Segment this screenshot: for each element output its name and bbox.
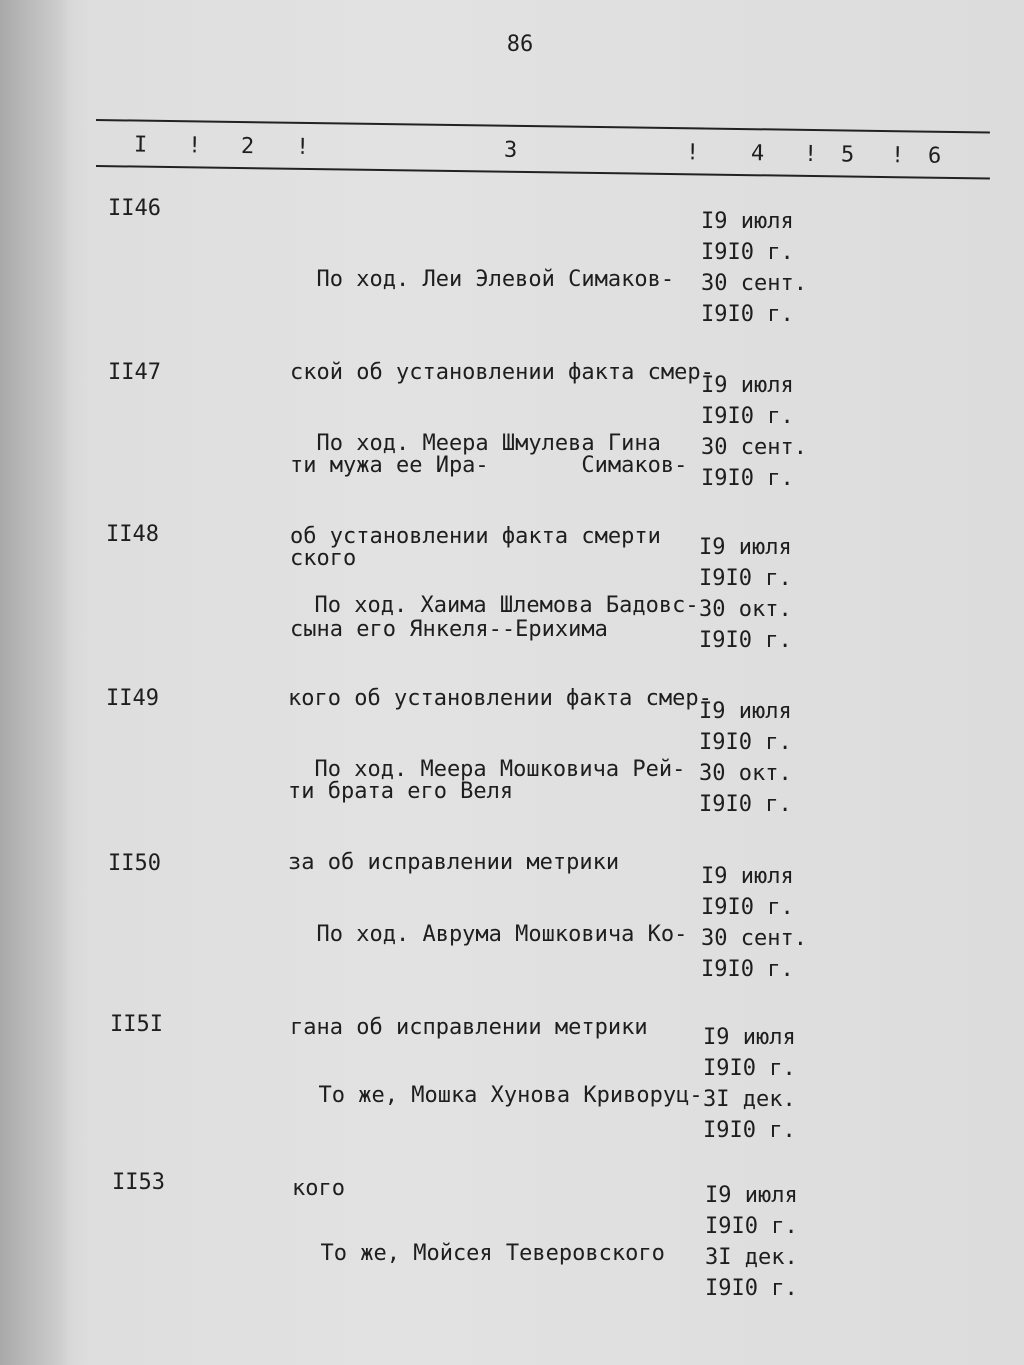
- start-date: I9 июля: [701, 209, 794, 234]
- start-date: I9 июля: [701, 864, 794, 889]
- description-line: По ход. Меера Мошковича Рей-: [288, 757, 686, 782]
- column-separator: !: [890, 143, 905, 169]
- end-date: 30 окт.: [699, 597, 792, 622]
- entry-number: II47: [108, 360, 161, 385]
- start-year: I9I0 г.: [701, 240, 794, 265]
- description-line: По ход. Леи Элевой Симаков-: [290, 267, 675, 292]
- end-date: 30 сент.: [701, 926, 807, 951]
- column-separator: !: [187, 133, 202, 159]
- column-separator: !: [295, 134, 310, 160]
- entry-description: [294, 1176, 714, 1331]
- description-line: По ход. Хаима Шлемова Бадовс-: [288, 593, 699, 618]
- description-line: ской об установлении факта смер-: [290, 360, 714, 385]
- entry-dates: [701, 206, 831, 330]
- entry-number: II46: [108, 196, 161, 221]
- entry-number: II5I: [110, 1012, 163, 1037]
- start-date: I9 июля: [705, 1183, 798, 1208]
- end-year: I9I0 г.: [705, 1276, 798, 1301]
- description-line: сына его Янкеля--Ерихима: [290, 617, 608, 642]
- description-line: кого об установлении факта смер-: [288, 686, 712, 711]
- start-date: I9 июля: [699, 535, 792, 560]
- description-line: об установлении факта смерти: [290, 524, 661, 549]
- end-date: 30 сент.: [701, 435, 807, 460]
- description-line: По ход. Меера Шмулева Гина: [290, 431, 661, 456]
- end-year: I9I0 г.: [699, 792, 792, 817]
- entry-number: II53: [112, 1170, 165, 1195]
- start-year: I9I0 г.: [699, 730, 792, 755]
- entry-dates: [701, 861, 831, 985]
- start-date: I9 июля: [699, 699, 792, 724]
- start-year: I9I0 г.: [705, 1214, 798, 1239]
- end-year: I9I0 г.: [701, 302, 794, 327]
- column-1-header: I: [133, 132, 148, 158]
- description-line: По ход. Аврума Мошковича Ко-: [290, 922, 688, 947]
- entry-number: II49: [106, 686, 159, 711]
- entry-dates: [705, 1180, 835, 1304]
- end-date: 3I дек.: [705, 1245, 798, 1270]
- entry-number: II50: [108, 851, 161, 876]
- description-line: кого: [292, 1176, 345, 1201]
- entry-number: II48: [106, 522, 159, 547]
- description-line: ти мужа ее Ира- Симаков-: [290, 453, 688, 478]
- description-line: ти брата его Веля: [288, 779, 514, 804]
- entry-dates: [703, 1022, 833, 1146]
- entry-dates: [699, 532, 829, 656]
- end-year: I9I0 г.: [703, 1118, 796, 1143]
- start-date: I9 июля: [703, 1025, 796, 1050]
- description-line: То же, Мойсея Теверовского: [294, 1241, 665, 1266]
- description-line: То же, Мошка Хунова Криворуц-: [292, 1083, 703, 1108]
- start-date: I9 июля: [701, 373, 794, 398]
- description-line: ского: [290, 546, 357, 571]
- page-number: 86: [506, 32, 534, 57]
- start-year: I9I0 г.: [699, 566, 792, 591]
- column-5-header: 5: [840, 142, 855, 168]
- column-3-header: 3: [503, 137, 518, 163]
- end-date: 3I дек.: [703, 1087, 796, 1112]
- column-2-header: 2: [240, 134, 255, 160]
- entry-dates: [701, 370, 831, 494]
- start-year: I9I0 г.: [701, 404, 794, 429]
- start-year: I9I0 г.: [703, 1056, 796, 1081]
- description-line: гана об исправлении метрики: [290, 1015, 648, 1040]
- end-year: I9I0 г.: [701, 957, 794, 982]
- page-binding-shadow: [0, 0, 70, 1365]
- end-date: 30 сент.: [701, 271, 807, 296]
- column-separator: !: [803, 141, 818, 168]
- end-date: 30 окт.: [699, 761, 792, 786]
- description-line: за об исправлении метрики: [288, 850, 620, 875]
- column-6-header: 6: [927, 143, 942, 169]
- entry-dates: [699, 696, 829, 820]
- end-year: I9I0 г.: [699, 628, 792, 653]
- start-year: I9I0 г.: [701, 895, 794, 920]
- end-year: I9I0 г.: [701, 466, 794, 491]
- column-4-header: 4: [750, 141, 765, 167]
- column-separator: !: [685, 140, 700, 166]
